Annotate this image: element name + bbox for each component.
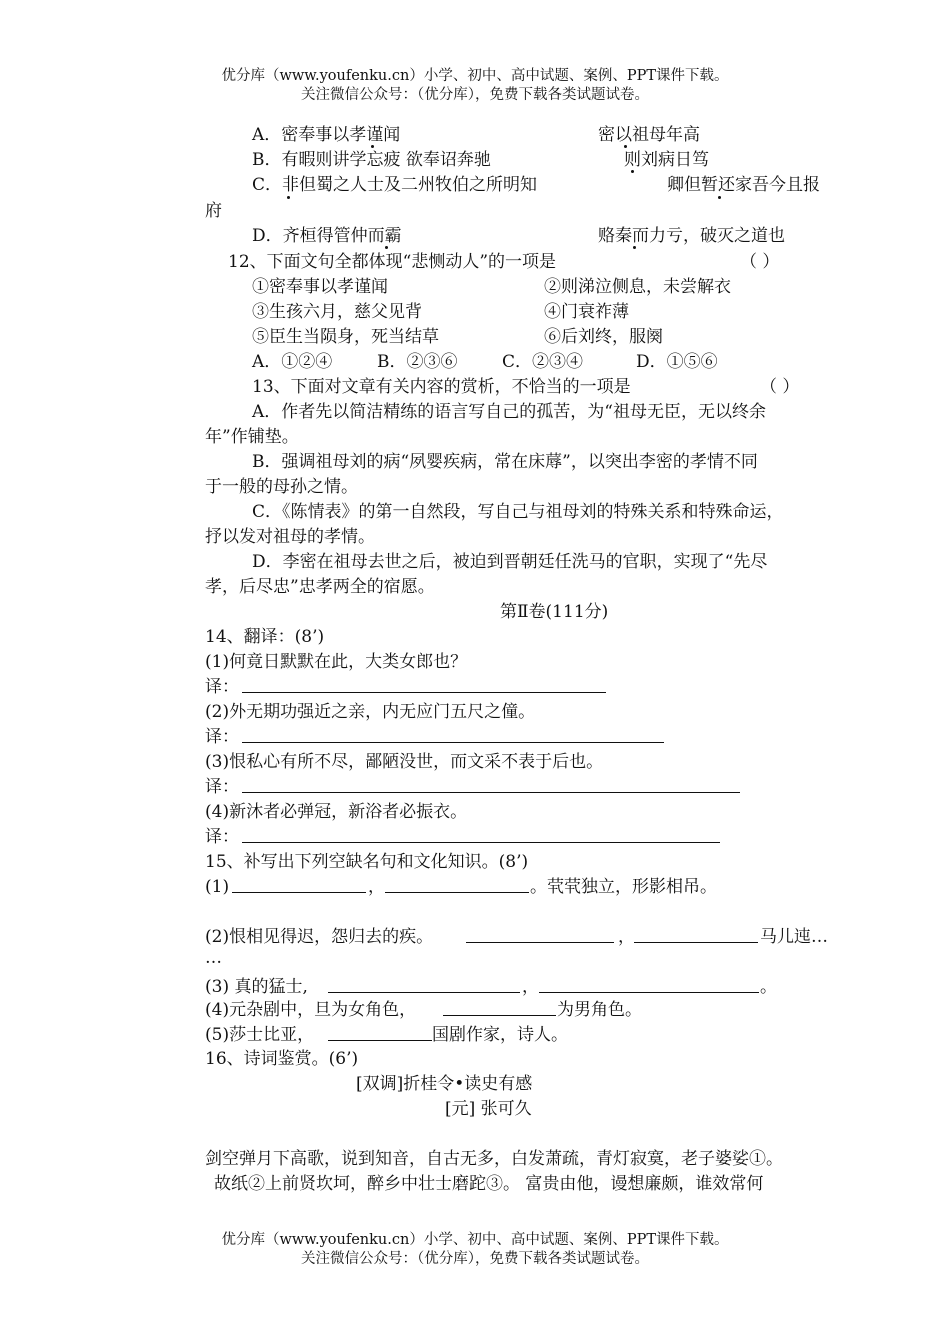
q14-stem: 14、翻译：(8’) [205,627,325,647]
q14-sentence-4: (4)新沐者必弹冠，新浴者必振衣。 [205,802,468,822]
q15-stem: 15、补写出下列空缺名句和文化知识。(8’) [205,852,529,872]
q15-blank-3b[interactable] [539,992,759,993]
q11-option-c-continued: 府 [205,201,222,221]
q11-option-a-left: A．密奉事以孝谨闻 [252,125,401,145]
q15-blank-1b[interactable] [385,892,529,893]
emphasis-dot [287,196,290,199]
q12-item-5: ⑤臣生当陨身，死当结草 [252,327,439,347]
q11-option-c-right: 卿但暂还家吾今且报 [667,175,820,195]
emphasis-dot [631,170,634,173]
q15-line-1-sep: ， [368,877,385,897]
q13-option-c-line1: C．《陈情表》的第一自然段，写自己与祖母刘的特殊关系和特殊命运， [252,502,784,522]
q12-item-6: ⑥后刘终，服阕 [544,327,663,347]
q13-option-a-line1: A．作者先以简洁精练的语言写自己的孤苦，为“祖母无臣，无以终余 [252,402,766,422]
q15-blank-5[interactable] [328,1040,432,1041]
q12-item-1: ①密奉事以孝谨闻 [252,277,388,297]
poem-line-2: 故纸②上前贤坎坷，醉乡中壮士磨跎③。 富贵由他，谩想廉颇，谁效常何 [214,1174,764,1194]
q14-sentence-2: (2)外无期功强近之亲，内无应门五尺之僮。 [205,702,536,722]
poem-line-1: 剑空弹月下高歌，说到知音，自古无多，白发萧疏，青灯寂寞，老子婆娑①。 [205,1149,783,1169]
q12-option-a: A．①②④ [252,352,333,372]
q12-item-3: ③生孩六月，慈父见背 [252,302,422,322]
q15-line-3-end: 。 [760,977,777,997]
q15-line-3-sep: ， [522,977,539,997]
q15-line-1-label: (1) [205,877,230,897]
q15-line-2-end: 马儿迍… [760,927,828,947]
q12-option-b: B．②③⑥ [377,352,458,372]
q11-option-b-right: 则刘病日笃 [624,150,709,170]
q13-option-b-line2: 于一般的母孙之情。 [205,477,358,497]
section-2-heading: 第Ⅱ卷(111分) [500,602,609,622]
q15-line-2-continued: … [205,948,222,968]
q12-item-4: ④门衰祚薄 [544,302,629,322]
q14-sentence-3: (3)恨私心有所不尽，鄙陋没世，而文采不表于后也。 [205,752,604,772]
q14-translate-label-1: 译： [205,677,239,697]
q14-translate-label-3: 译： [205,777,239,797]
q15-blank-1a[interactable] [232,892,366,893]
q15-line-3-label: (3) 真的猛士, [205,977,308,997]
page-header-line1: 优分库（www.youfenku.cn）小学、初中、高中试题、案例、PPT课件下载。 [221,68,729,84]
q12-option-c: C．②③④ [502,352,584,372]
q15-line-2-sep: ， [618,927,635,947]
q11-option-b-left: B．有暇则讲学忘疲 欲奉诏奔驰 [252,150,491,170]
q14-answer-line-2[interactable] [242,742,664,743]
q14-translate-label-2: 译： [205,727,239,747]
page-header-line2: 关注微信公众号：（优分库），免费下载各类试题试卷。 [301,87,649,103]
q15-blank-2b[interactable] [634,942,758,943]
q16-stem: 16、诗词鉴赏。(6’) [205,1049,359,1069]
emphasis-dot [385,246,388,249]
emphasis-dot [633,246,636,249]
emphasis-dot [371,145,374,148]
page-footer-line1: 优分库（www.youfenku.cn）小学、初中、高中试题、案例、PPT课件下载。 [221,1232,729,1248]
q15-blank-3a[interactable] [328,992,520,993]
q13-answer-paren: （ ） [760,377,800,397]
q12-answer-paren: （ ） [740,252,780,272]
q11-option-d-right: 赂秦而力亏，破灭之道也 [598,226,785,246]
poem-author: [元] 张可久 [445,1099,532,1119]
q14-answer-line-1[interactable] [242,692,606,693]
q15-line-4-end: 为男角色。 [557,1000,642,1020]
q14-answer-line-4[interactable] [242,842,720,843]
q13-option-c-line2: 抒以发对祖母的孝情。 [205,527,375,547]
q13-option-a-line2: 年”作铺垫。 [205,427,299,447]
q15-blank-4[interactable] [443,1015,556,1016]
emphasis-dot [624,145,627,148]
q13-option-d-line1: D．李密在祖母去世之后，被迫到晋朝廷任洗马的官职，实现了“先尽 [252,552,768,572]
q15-line-2-label: (2)恨相见得迟，怨归去的疾。 [205,927,434,947]
q15-line-1-end: 。茕茕独立，形影相吊。 [530,877,717,897]
q14-sentence-1: (1)何竟日默默在此，大类女郎也？ [205,652,468,672]
q13-stem: 13、下面对文章有关内容的赏析，不恰当的一项是 [252,377,631,397]
q15-line-4-label: (4)元杂剧中，旦为女角色， [205,1000,417,1020]
q12-item-2: ②则涕泣侧息，未尝解衣 [544,277,731,297]
poem-title: [双调]折桂令•读史有感 [356,1074,533,1094]
page-footer-line2: 关注微信公众号：（优分库），免费下载各类试题试卷。 [301,1251,649,1267]
q14-translate-label-4: 译： [205,827,239,847]
q15-line-5-label: (5)莎士比亚， [205,1025,315,1045]
q12-option-d: D．①⑤⑥ [636,352,718,372]
q11-option-c-left: C．非但蜀之人士及二州牧伯之所明知 [252,175,538,195]
q13-option-d-line2: 孝，后尽忠”忠孝两全的宿愿。 [205,577,435,597]
q14-answer-line-3[interactable] [242,792,740,793]
q15-line-5-end: 国剧作家，诗人。 [432,1025,568,1045]
q12-stem: 12、下面文句全都体现“悲恻动人”的一项是 [228,252,557,272]
q11-option-d-left: D．齐桓得管仲而霸 [252,226,402,246]
q11-option-a-right: 密以祖母年高 [598,125,700,145]
emphasis-dot [718,196,721,199]
q15-blank-2a[interactable] [466,942,614,943]
q13-option-b-line1: B．强调祖母刘的病“夙婴疾病，常在床蓐”，以突出李密的孝情不同 [252,452,758,472]
